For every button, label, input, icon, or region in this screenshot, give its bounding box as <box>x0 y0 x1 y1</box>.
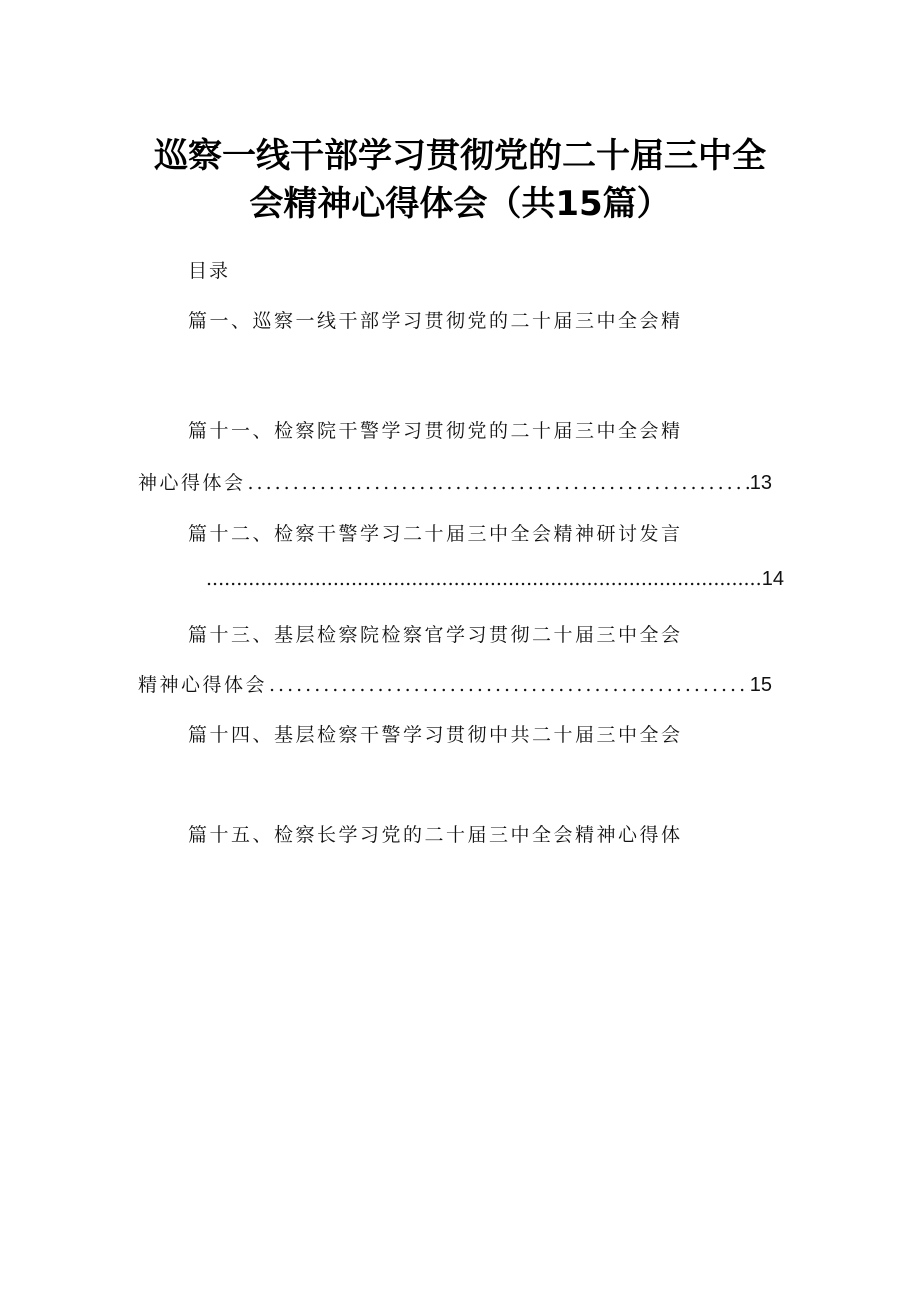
title-line-2: 会精神心得体会（共15篇） <box>249 184 671 224</box>
title-line-1: 巡察一线干部学习贯彻党的二十届三中全 <box>154 136 766 176</box>
toc-leader-dots <box>204 568 762 590</box>
toc-page-number: 13 <box>749 472 772 494</box>
toc-entry-12-continuation[interactable] <box>204 568 784 591</box>
toc-entry-13[interactable]: 篇十三、基层检察院检察官学习贯彻二十届三中全会 <box>188 624 683 646</box>
toc-entry-1[interactable]: 篇一、巡察一线干部学习贯彻党的二十届三中全会精 <box>188 310 683 332</box>
toc-page-number: 14 <box>761 568 784 590</box>
toc-entry-13-continuation[interactable] <box>138 670 772 697</box>
toc-entry-15[interactable]: 篇十五、检察长学习党的二十届三中全会精神心得体 <box>188 824 683 846</box>
toc-entry-14[interactable]: 篇十四、基层检察干警学习贯彻中共二十届三中全会 <box>188 724 683 746</box>
document-title <box>100 132 820 228</box>
toc-entry-13-text: 精神心得体会 <box>138 674 268 696</box>
toc-entry-11[interactable]: 篇十一、检察院干警学习贯彻党的二十届三中全会精 <box>188 420 683 442</box>
toc-entry-11-continuation[interactable] <box>138 468 772 495</box>
toc-entry-11-text: 神心得体会 <box>138 472 246 494</box>
toc-entry-12[interactable]: 篇十二、检察干警学习二十届三中全会精神研讨发言 <box>188 523 683 545</box>
toc-heading: 目录 <box>188 260 231 282</box>
toc-leader-dots <box>267 674 750 696</box>
toc-leader-dots <box>246 472 750 494</box>
toc-page-number: 15 <box>749 674 772 696</box>
